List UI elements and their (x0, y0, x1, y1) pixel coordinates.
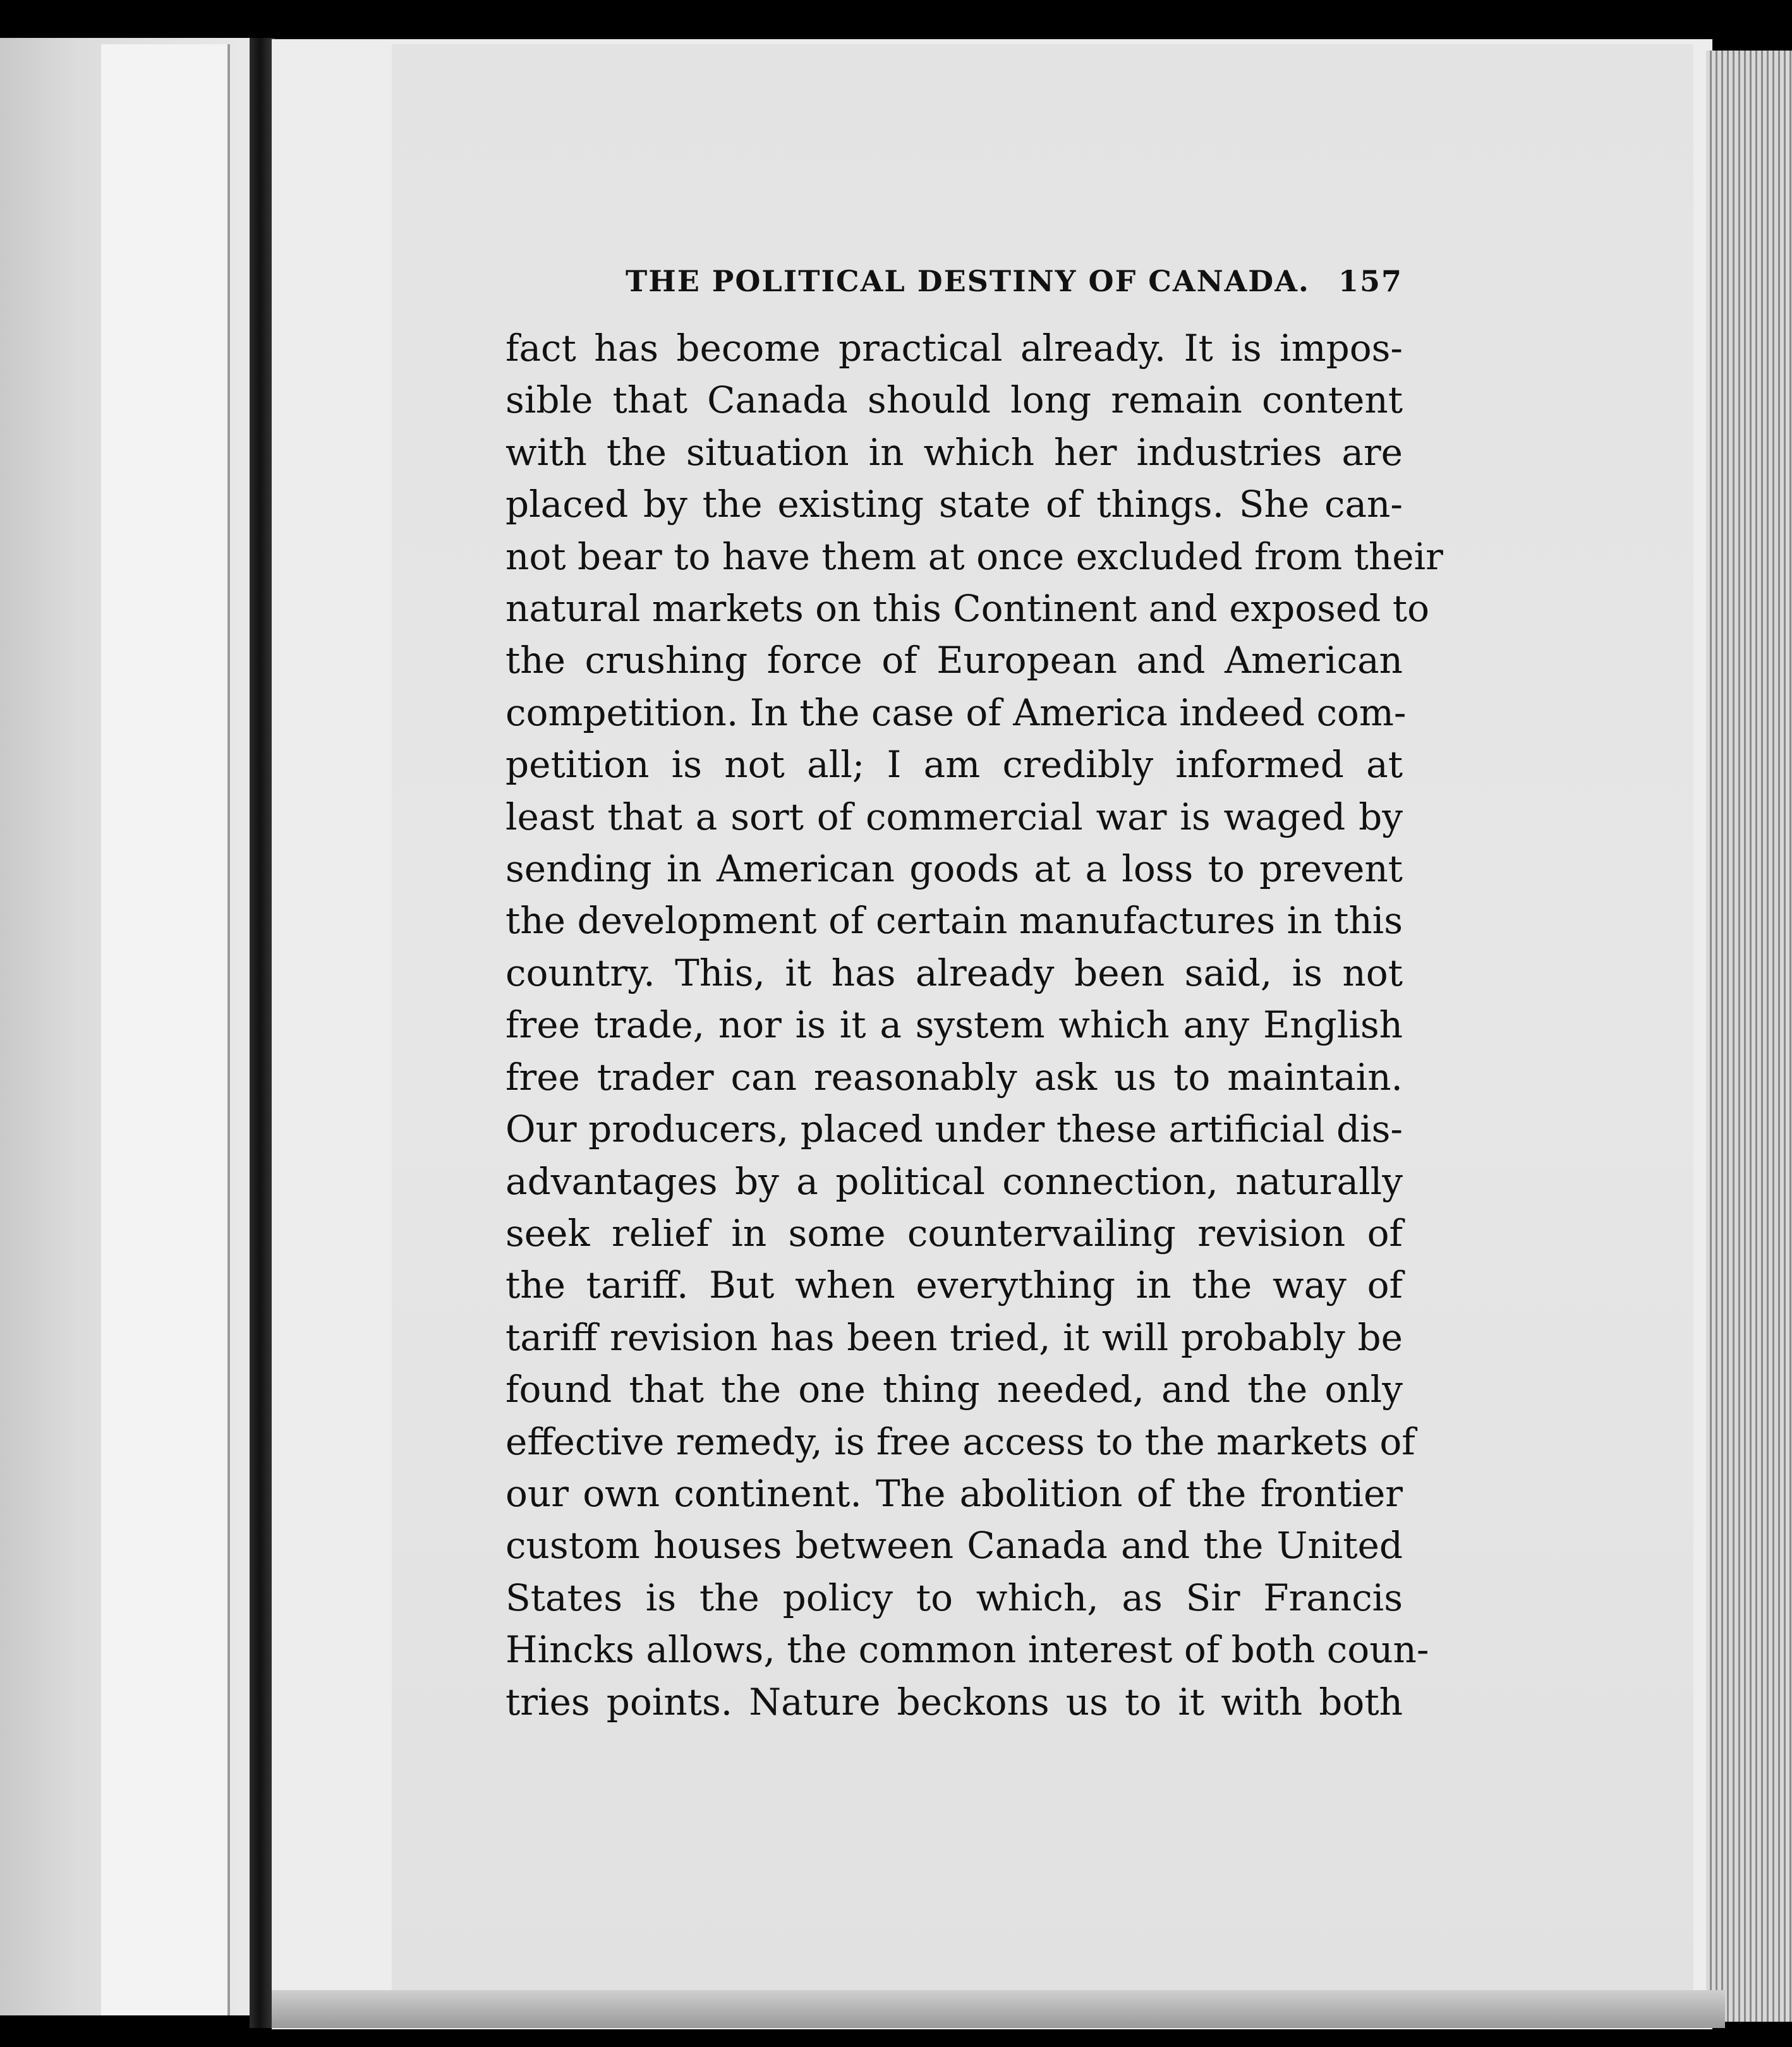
text-line: country. This, it has already been said, is not (506, 951, 1403, 994)
page-bottom-edge (272, 1990, 1725, 2028)
text-line: Hincks allows, the common interest of both coun- (506, 1628, 1429, 1672)
text-line: with the situation in which her industries are (506, 430, 1403, 474)
text-line: placed by the existing state of things. She can- (506, 483, 1403, 526)
running-head-title: THE POLITICAL DESTINY OF CANADA. (626, 264, 1310, 298)
text-line: not bear to have them at once excluded from their (506, 534, 1443, 578)
previous-page-margin (101, 44, 230, 2015)
text-line: our own continent. The abolition of the frontier (506, 1471, 1403, 1515)
text-line: free trader can reasonably ask us to maintain. (506, 1055, 1403, 1099)
text-line: fact has become practical already. It is impos- (506, 327, 1403, 370)
text-line: least that a sort of commercial war is waged by (506, 795, 1403, 838)
text-line: tariff revision has been tried, it will probably be (506, 1315, 1403, 1359)
body-paragraph (506, 322, 1443, 1728)
text-line: custom houses between Canada and the United (506, 1524, 1403, 1567)
text-line: competition. In the case of America indeed com- (506, 691, 1407, 734)
text-line: sending in American goods at a loss to prevent (506, 847, 1403, 891)
text-line: sible that Canada should long remain content (506, 378, 1403, 422)
text-line: effective remedy, is free access to the markets of (506, 1420, 1415, 1463)
text-line: petition is not all; I am credibly informed at (506, 743, 1403, 787)
text-line: Our producers, placed under these artificial dis- (506, 1108, 1403, 1151)
page-content (506, 253, 1443, 1728)
page-number: 157 (1338, 264, 1403, 298)
text-line: the tariff. But when everything in the way of (506, 1264, 1403, 1307)
text-line: free trade, nor is it a system which any English (506, 1003, 1403, 1047)
text-line: the crushing force of European and American (506, 639, 1403, 682)
book-gutter (250, 38, 275, 2028)
text-line: States is the policy to which, as Sir Francis (506, 1576, 1403, 1619)
text-line: the development of certain manufactures in this (506, 899, 1403, 943)
text-line: natural markets on this Continent and exposed to (506, 587, 1430, 631)
page-stack-edges (1706, 51, 1792, 2022)
text-line: seek relief in some countervailing revision of (506, 1211, 1403, 1255)
text-line: advantages by a political connection, naturally (506, 1159, 1403, 1203)
running-head (506, 253, 1403, 322)
text-line: found that the one thing needed, and the only (506, 1368, 1403, 1411)
text-line: tries points. Nature beckons us to it with both (506, 1680, 1403, 1724)
